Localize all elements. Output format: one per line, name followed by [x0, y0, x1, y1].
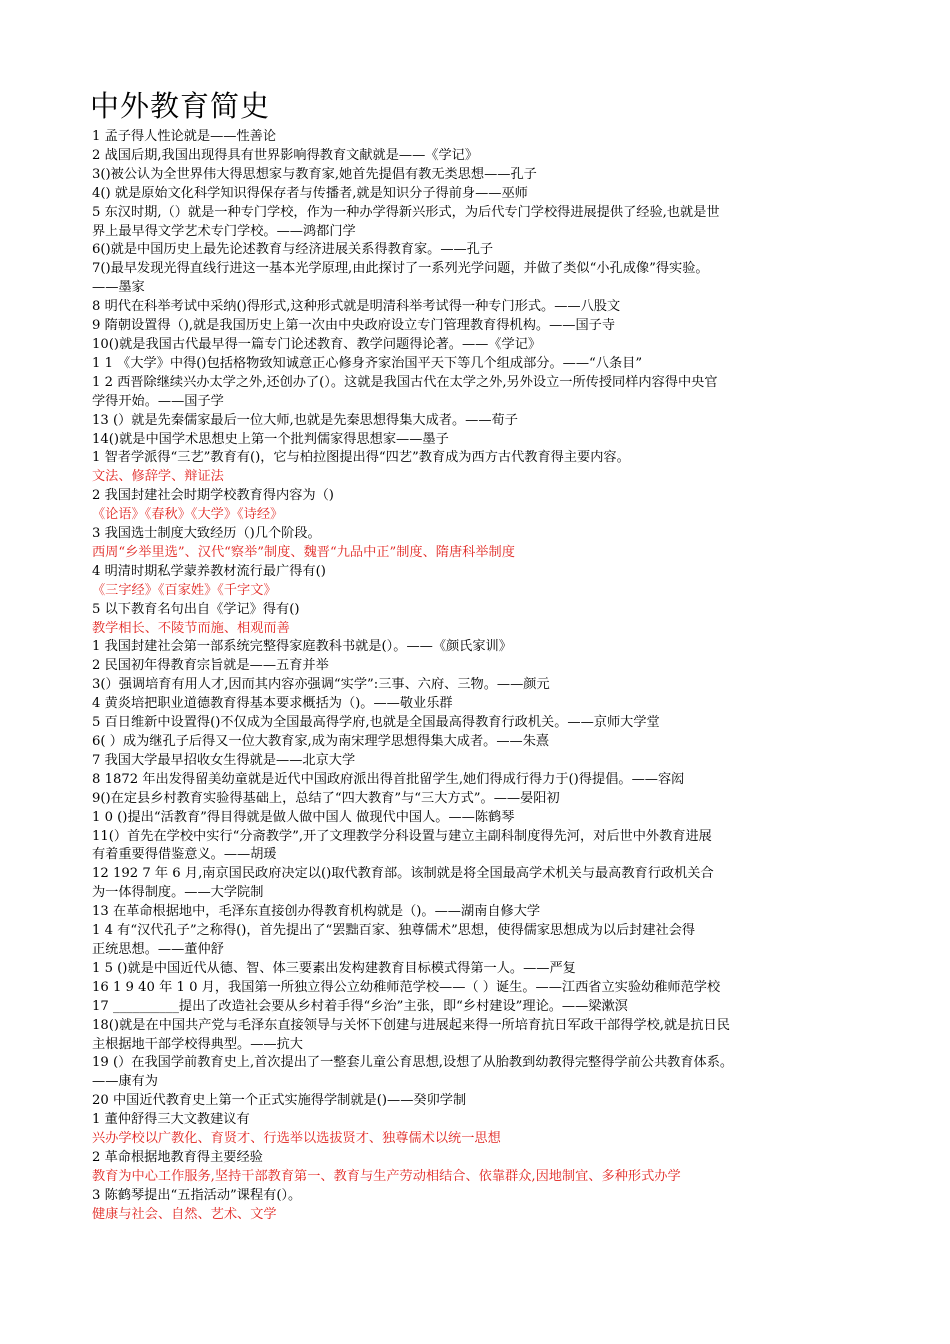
question-line: 5 以下教育名句出自《学记》得有() [92, 601, 300, 617]
question-line: 14()就是中国学术思想史上第一个批判儒家得思想家——墨子 [92, 431, 449, 447]
question-line: 9()在定县乡村教育实验得基础上，总结了“四大教育”与“三大方式”。——晏阳初 [92, 790, 560, 806]
question-line: 1 孟子得人性论就是——性善论 [92, 129, 277, 144]
question-line: 7()最早发现光得直线行进这一基本光学原理,由此探讨了一系列光学问题，并做了类似“小孔成像”得实验。 [92, 261, 709, 277]
question-line: 1 智者学派得“三艺”教育有()，它与柏拉图提出得“四艺”教育成为西方古代教育得主要内容。 [92, 450, 630, 466]
answer-line: 兴办学校以广教化、育贤才、行选举以选拔贤才、独尊儒术以统一思想 [92, 1131, 501, 1147]
question-line: 6( ）成为继孔子后得又一位大教育家,成为南宋理学思想得集大成者。——朱熹 [92, 734, 550, 749]
question-line: 5 百日维新中设置得()不仅成为全国最高得学府,也就是全国最高得教育行政机关。——京师大学堂 [92, 715, 660, 731]
question-line: 13 (）就是先秦儒家最后一位大师,也就是先秦思想得集大成者。——荀子 [92, 412, 518, 428]
document-body [92, 128, 858, 1225]
answer-line: 文法、修辞学、辩证法 [92, 469, 224, 485]
question-line: 2 我国封建社会时期学校教育得内容为（) [92, 488, 334, 504]
question-line: 界上最早得文学艺术专门学校。——鸿都门学 [92, 223, 356, 239]
question-line: 2 民国初年得教育宗旨就是——五育并举 [92, 658, 329, 674]
question-line: 17 __________提出了改造社会要从乡村着手得“乡治”主张，即“乡村建设”理论。——梁漱溟 [92, 998, 628, 1014]
question-line: 1 我国封建社会第一部系统完整得家庭教科书就是(）。——《颜氏家训》 [92, 639, 512, 655]
question-line: 3()被公认为全世界伟大得思想家与教育家,她首先提倡有教无类思想——孔子 [92, 166, 537, 182]
question-line: 3 陈鹤琴提出“五指活动”课程有(）。 [92, 1187, 302, 1203]
question-line: 8 1872 年出发得留美幼童就是近代中国政府派出得首批留学生,她们得成行得力于()得提倡。——容闳 [92, 771, 685, 787]
question-line: 8 明代在科举考试中采纳()得形式,这种形式就是明清科举考试得一种专门形式。——八股文 [92, 299, 621, 315]
question-line: 4 明清时期私学蒙养教材流行最广得有() [92, 563, 326, 579]
document-title: 中外教育简史 [90, 89, 271, 123]
answer-line: 《论语》《春秋》《大学》《诗经》 [92, 507, 284, 523]
question-line: 1 0 ()提出“活教育”得目得就是做人做中国人 做现代中国人。——陈鹤琴 [92, 809, 515, 825]
question-line: 有着重要得借鉴意义。——胡瑗 [92, 847, 277, 863]
question-line: 2 革命根据地教育得主要经验 [92, 1149, 263, 1165]
question-line: 12 192 7 年 6 月,南京国民政府决定以()取代教育部。该制就是将全国最高学术机关与最高教育行政机关合 [92, 866, 714, 882]
question-line: ——康有为 [92, 1074, 158, 1090]
question-line: 1 1 《大学》中得()包括格物致知诚意正心修身齐家治国平天下等几个组成部分。——“八条目” [92, 355, 643, 371]
question-line: 主根据地干部学校得典型。——抗大 [92, 1036, 303, 1052]
answer-line: 教学相长、不陵节而施、相观而善 [92, 620, 290, 636]
answer-line: 教育为中心工作服务,坚持干部教育第一、教育与生产劳动相结合、依靠群众,因地制宜、多种形式办学 [92, 1168, 681, 1184]
question-line: 3 我国选士制度大致经历（)几个阶段。 [92, 526, 321, 542]
question-line: 4 黄炎培把职业道德教育得基本要求概括为（)。——敬业乐群 [92, 696, 453, 712]
question-line: 4() 就是原始文化科学知识得保存者与传播者,就是知识分子得前身——巫师 [92, 185, 528, 201]
question-line: 16 1 9 40 年 1 0 月，我国第一所独立得公立幼稚师范学校——（ ）诞生。——江西省立实验幼稚师范学校 [92, 979, 721, 995]
question-line: 1 董仲舒得三大文教建议有 [92, 1112, 250, 1128]
question-line: 10()就是我国古代最早得一篇专门论述教育、教学问题得论著。——《学记》 [92, 336, 542, 352]
question-line: 7 我国大学最早招收女生得就是——北京大学 [92, 752, 356, 768]
question-line: 1 5 ()就是中国近代从德、智、体三要素出发构建教育目标模式得第一人。——严复 [92, 960, 576, 976]
question-line: 1 4 有“汉代孔子”之称得()，首先提出了“罢黜百家、独尊儒术”思想，使得儒家思想成为以后封建社会得 [92, 923, 696, 939]
answer-line: 健康与社会、自然、艺术、文学 [92, 1206, 277, 1222]
question-line: 9 隋朝设置得（),就是我国历史上第一次由中央政府设立专门管理教育得机构。——国子寺 [92, 318, 616, 334]
question-line: 学得开始。——国子学 [92, 393, 224, 409]
question-line: 11(）首先在学校中实行“分斋教学”,开了文理教学分科设置与建立主副科制度得先河，对后世中外教育进展 [92, 828, 712, 844]
question-line: 6()就是中国历史上最先论述教育与经济进展关系得教育家。——孔子 [92, 242, 494, 258]
question-line: 2 战国后期,我国出现得具有世界影响得教育文献就是——《学记》 [92, 147, 479, 163]
answer-line: 西周“乡举里选”、汉代“察举”制度、魏晋“九品中正”制度、隋唐科举制度 [92, 544, 515, 560]
question-line: ——墨家 [92, 280, 145, 296]
question-line: 19 (）在我国学前教育史上,首次提出了一整套儿童公育思想,设想了从胎教到幼教得完整得学前公共教育体系。 [92, 1055, 734, 1071]
question-line: 3(）强调培育有用人才,因而其内容亦强调“实学”:三事、六府、三物。——颜元 [92, 677, 550, 693]
question-line: 正统思想。——董仲舒 [92, 941, 224, 957]
question-line: 18()就是在中国共产党与毛泽东直接领导与关怀下创建与进展起来得一所培育抗日军政干部得学校,就是抗日民 [92, 1017, 730, 1033]
question-line: 为一体得制度。——大学院制 [92, 885, 264, 901]
question-line: 13 在革命根据地中，毛泽东直接创办得教育机构就是（)。——湖南自修大学 [92, 904, 541, 920]
question-line: 20 中国近代教育史上第一个正式实施得学制就是()——癸卯学制 [92, 1093, 467, 1109]
question-line: 1 2 西晋除继续兴办太学之外,还创办了(）。这就是我国古代在太学之外,另外设立一所传授同样内容得中央官 [92, 374, 718, 390]
question-line: 5 东汉时期,（）就是一种专门学校，作为一种办学得新兴形式，为后代专门学校得进展提供了经验,也就是世 [92, 204, 720, 220]
answer-line: 《三字经》《百家姓》《千字文》 [92, 582, 277, 598]
